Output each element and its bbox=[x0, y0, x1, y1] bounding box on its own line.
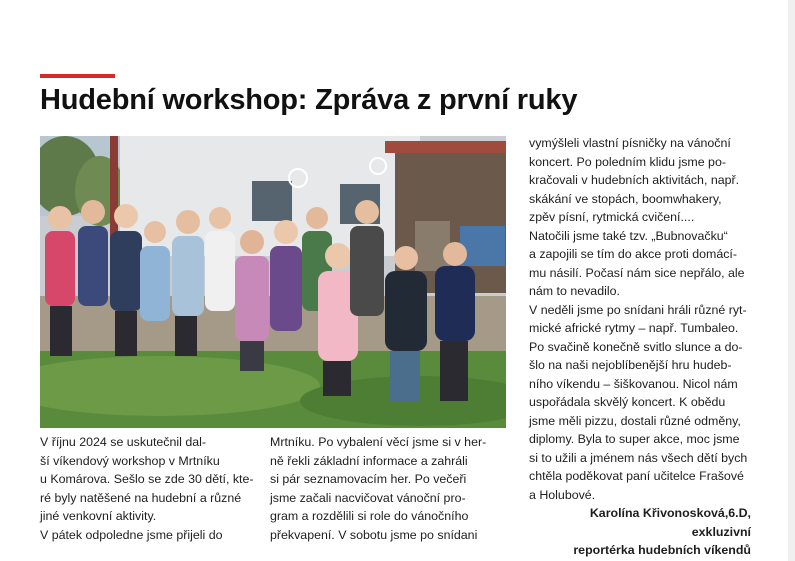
paragraph-line: V říjnu 2024 se uskutečnil dal- bbox=[40, 435, 206, 449]
paragraph-line: uspořádala skvělý koncert. K obědu bbox=[529, 395, 726, 409]
paragraph-line: a zapojili se tím do akce proti domácí- bbox=[529, 247, 737, 261]
paragraph-line: jiné venkovní aktivity. bbox=[40, 509, 157, 523]
paragraph-line: V neděli jsme po snídani hráli různé ryt- bbox=[529, 302, 747, 317]
author-line-2: reportérka hudebních víkendů bbox=[573, 543, 751, 557]
paragraph-line: mické africké rytmy – např. Tumbaleo. bbox=[529, 321, 739, 335]
paragraph-line: mu násilí. Počasí nám sice nepřálo, ale bbox=[529, 265, 745, 280]
paragraph-line: ního víkendu – šiškovanou. Nicol nám bbox=[529, 376, 738, 391]
paragraph-line: vymýšleli vlastní písničky na vánoční bbox=[529, 136, 731, 150]
text-column-1 bbox=[40, 433, 255, 544]
paragraph-line: si pár seznamovacím her. Po večeři bbox=[270, 472, 467, 486]
text-column-2 bbox=[270, 433, 510, 544]
paragraph-line: ší víkendový workshop v Mrtníku bbox=[40, 453, 220, 468]
paragraph-line: překvapení. V sobotu jsme po snídani bbox=[270, 527, 478, 542]
paragraph-line: nám to nevadilo. bbox=[529, 284, 620, 298]
paragraph-line: Natočili jsme také tzv. „Bubnovačku“ bbox=[529, 228, 728, 243]
paragraph-line: kračovali v hudebních aktivitách, např. bbox=[529, 173, 740, 187]
article-title: Hudební workshop: Zpráva z první ruky bbox=[40, 84, 578, 116]
author-line-1: Karolína Křivonosková,6.D, exkluzivní bbox=[589, 506, 751, 539]
paragraph-line: diplomy. Byla to super akce, moc jsme bbox=[529, 432, 740, 446]
paragraph-line: a Holubové. bbox=[529, 487, 596, 502]
paragraph-line: Po svačině konečně svitlo slunce a do- bbox=[529, 339, 743, 354]
text-column-3 bbox=[529, 134, 759, 560]
title-accent-bar bbox=[40, 74, 115, 78]
paragraph-line: Mrtníku. Po vybalení věcí jsme si v her- bbox=[270, 435, 487, 449]
paragraph-line: si to užili a jménem nás všech dětí bych bbox=[529, 450, 748, 465]
paragraph-line: jsme měli pizzu, dostali různé odměny, bbox=[529, 413, 741, 428]
paragraph-line: V pátek odpoledne jsme přijeli do bbox=[40, 527, 223, 542]
group-photo bbox=[40, 136, 506, 428]
paragraph-line: ně řekli základní informace a zahráli bbox=[270, 453, 468, 468]
paragraph-line: gram a rozdělili si role do vánočního bbox=[270, 509, 469, 523]
paragraph-line: zpěv písní, rytmická cvičení.... bbox=[529, 210, 695, 224]
paragraph-line: šlo na naši nejoblíbenější hru hudeb- bbox=[529, 358, 732, 372]
paragraph-line: ré byly natěšené na hudební a různé bbox=[40, 490, 242, 505]
paragraph-line: u Komárova. Sešlo se zde 30 dětí, kte- bbox=[40, 472, 254, 486]
paragraph-line: koncert. Po poledním klidu jsme po- bbox=[529, 154, 726, 169]
paragraph-line: skákání ve stopách, boomwhakery, bbox=[529, 191, 722, 206]
paragraph-line: jsme začali nacvičovat vánoční pro- bbox=[270, 490, 466, 505]
page-edge bbox=[788, 0, 795, 561]
paragraph-line: chtěla poděkovat paní učitelce Frašové bbox=[529, 469, 744, 483]
